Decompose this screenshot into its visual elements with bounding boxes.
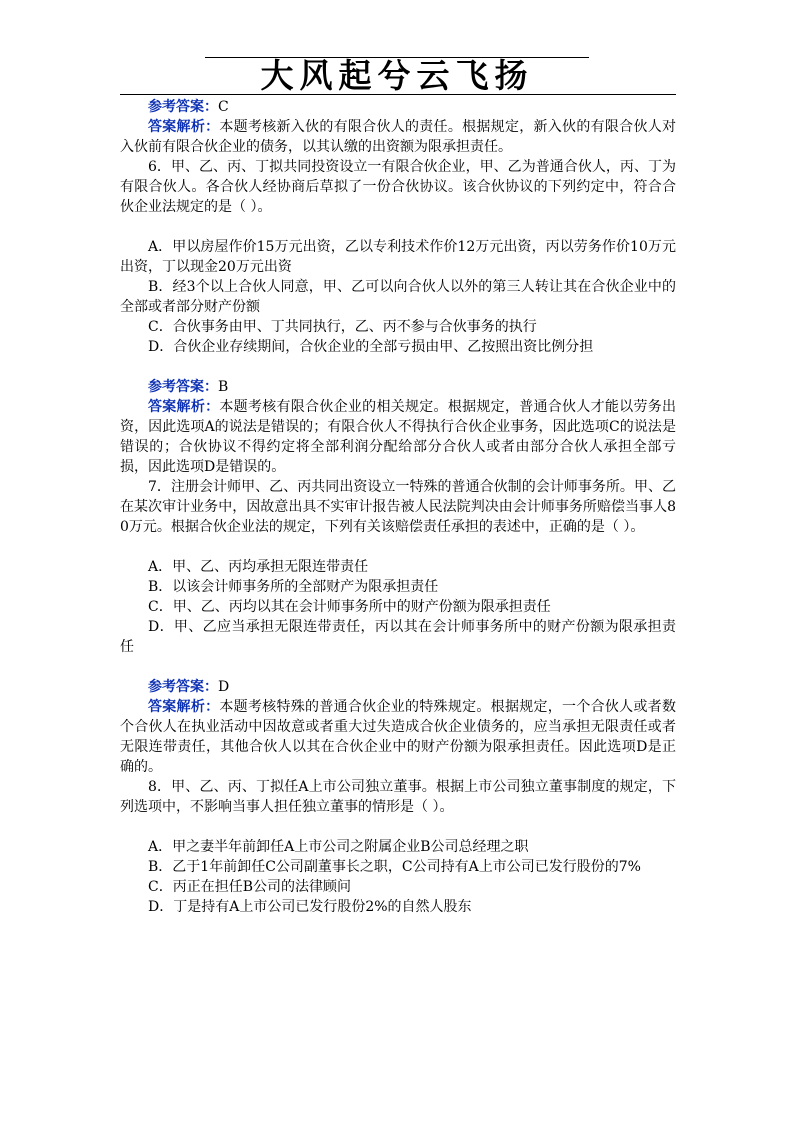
answer-label: 参考答案： — [148, 679, 218, 695]
answer-option: D．合伙企业存续期间，合伙企业的全部亏损由甲、乙按照出资比例分担 — [148, 339, 594, 355]
answer-value: C — [218, 99, 229, 115]
answer-label: 参考答案： — [148, 379, 218, 395]
answer-option: A．甲、乙、丙均承担无限连带责任 — [148, 559, 369, 575]
answer-value: D — [218, 679, 230, 695]
blank-line — [120, 537, 676, 557]
answer-option: A．甲之妻半年前卸任A上市公司之附属企业B公司总经理之职 — [148, 839, 529, 855]
reference-answer — [120, 377, 676, 397]
answer-label: 参考答案： — [148, 99, 218, 115]
reference-answer — [120, 677, 676, 697]
reference-answer — [120, 97, 676, 117]
answer-analysis — [120, 117, 676, 157]
answer-analysis — [120, 697, 676, 777]
answer-option: C．丙正在担任B公司的法律顾问 — [148, 879, 351, 895]
question-text: 8．甲、乙、丙、丁拟任A上市公司独立董事。根据上市公司独立董事制度的规定，下列选项中，不影响当事人担任独立董事的情形是（ ）。 — [120, 779, 676, 815]
blank-line — [120, 817, 676, 837]
header-title: 大风起兮云飞扬 — [260, 56, 534, 95]
answer-analysis — [120, 397, 676, 477]
answer-option: D．甲、乙应当承担无限连带责任，丙以其在会计师事务所中的财产份额为限承担责任 — [120, 619, 676, 655]
analysis-label: 答案解析： — [148, 699, 220, 715]
blank-line — [120, 217, 676, 237]
analysis-label: 答案解析： — [148, 399, 220, 415]
answer-option: A．甲以房屋作价15万元出资，乙以专利技术作价12万元出资，丙以劳务作价10万元出资，丁以现金20万元出资 — [120, 239, 676, 275]
analysis-text: 本题考核有限合伙企业的相关规定。根据规定，普通合伙人才能以劳务出资，因此选项A的说法是错误的；有限合伙人不得执行合伙企业事务，因此选项C的说法是错误的；合伙协议不得约定将全部利润分配给部分合伙人或者由部分合伙人承担全部亏损，因此选项D是错误的。 — [120, 399, 676, 475]
question-text: 7．注册会计师甲、乙、丙共同出资设立一特殊的普通合伙制的会计师事务所。甲、乙在某次审计业务中，因故意出具不实审计报告被人民法院判决由会计师事务所赔偿当事人80万元。根据合伙企业法的规定，下列有关该赔偿责任承担的表述中，正确的是（ ）。 — [120, 479, 676, 535]
answer-option: B．以该会计师事务所的全部财产为限承担责任 — [148, 579, 439, 595]
analysis-text: 本题考核新入伙的有限合伙人的责任。根据规定，新入伙的有限合伙人对入伙前有限合伙企业的债务，以其认缴的出资额为限承担责任。 — [120, 119, 676, 155]
header-bottom-rule — [120, 94, 676, 95]
blank-line — [120, 657, 676, 677]
answer-option: B．经3个以上合伙人同意，甲、乙可以向合伙人以外的第三人转让其在合伙企业中的全部或者部分财产份额 — [120, 279, 676, 315]
analysis-label: 答案解析： — [148, 119, 220, 135]
answer-option: D．丁是持有A上市公司已发行股份2%的自然人股东 — [148, 899, 472, 915]
blank-line — [120, 357, 676, 377]
answer-option: C．合伙事务由甲、丁共同执行，乙、丙不参与合伙事务的执行 — [148, 319, 537, 335]
answer-option: C．甲、乙、丙均以其在会计师事务所中的财产份额为限承担责任 — [148, 599, 551, 615]
document-body — [120, 97, 676, 917]
answer-value: B — [218, 379, 229, 395]
answer-option: B．乙于1年前卸任C公司副董事长之职，C公司持有A上市公司已发行股份的7% — [148, 859, 641, 875]
analysis-text: 本题考核特殊的普通合伙企业的特殊规定。根据规定，一个合伙人或者数个合伙人在执业活动中因故意或者重大过失造成合伙企业债务的，应当承担无限责任或者无限连带责任，其他合伙人以其在合伙企业中的财产份额为限承担责任。因此选项D是正确的。 — [120, 699, 676, 775]
question-text: 6．甲、乙、丙、丁拟共同投资设立一有限合伙企业，甲、乙为普通合伙人，丙、丁为有限合伙人。各合伙人经协商后草拟了一份合伙协议。该合伙协议的下列约定中，符合合伙企业法规定的是（ ）。 — [120, 159, 676, 215]
